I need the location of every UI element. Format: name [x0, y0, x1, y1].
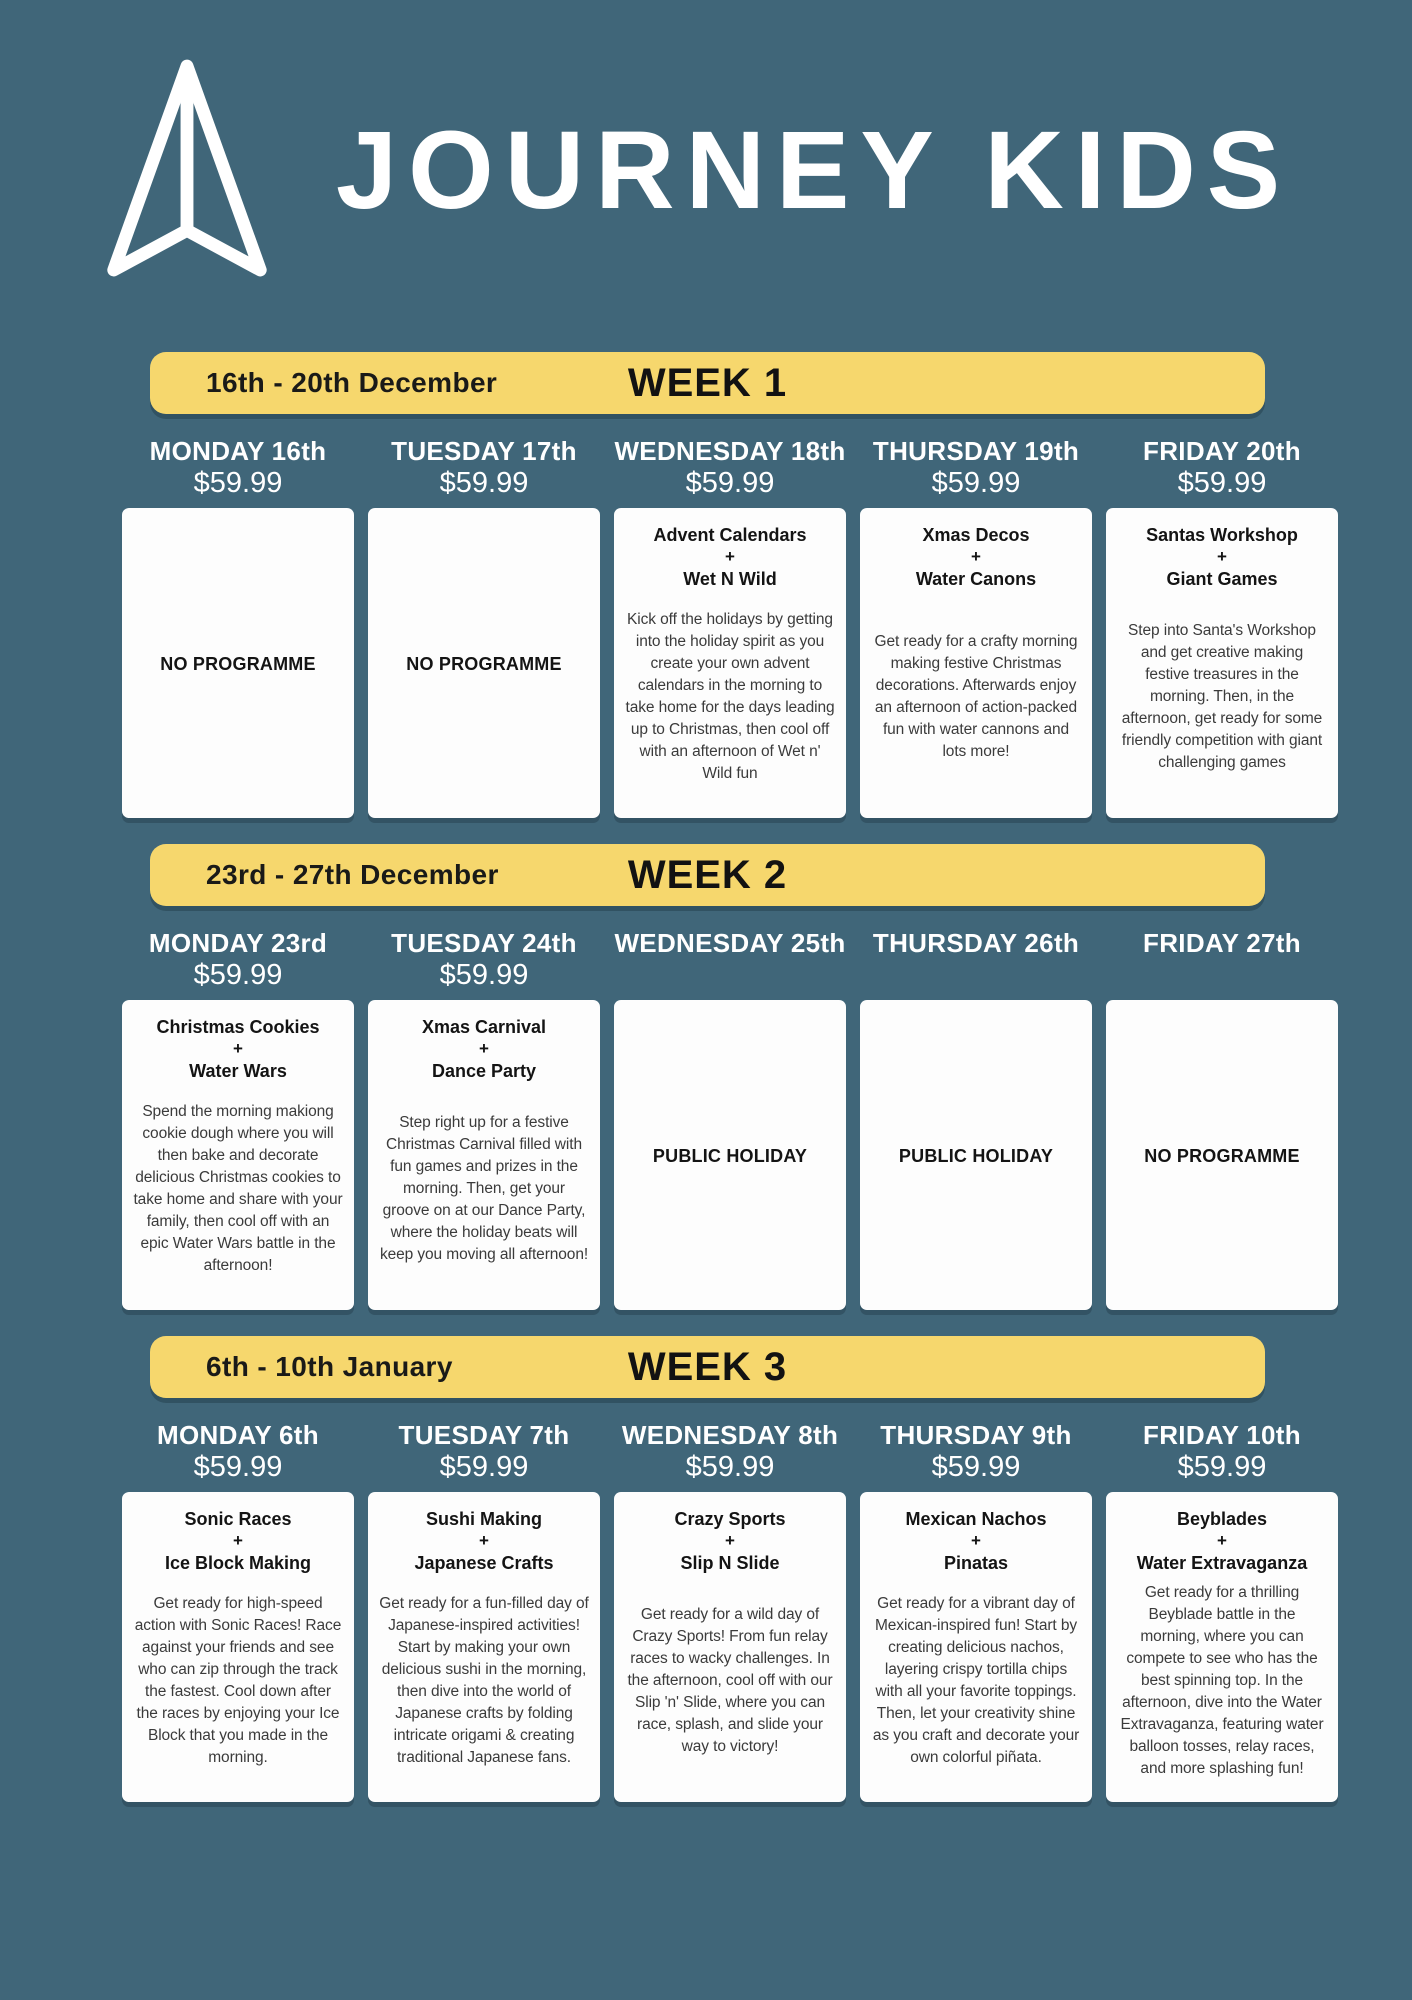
activity-afternoon: Japanese Crafts — [414, 1553, 554, 1573]
plus-sign: + — [1217, 1531, 1227, 1550]
day-name: WEDNESDAY 25th — [614, 928, 846, 958]
activity-description: Get ready for a vibrant day of Mexican-inspired fun! Start by creating delicious nachos, layering crispy tortilla chips with all your favorite toppings. Then, let your creativity shine as you craft and decorate your own colorful piñata. — [872, 1595, 1080, 1766]
day-price: $59.99 — [193, 1451, 283, 1483]
day-card — [122, 1000, 354, 1310]
activity-morning: Santas Workshop — [1146, 525, 1298, 545]
day-column-friday — [1106, 1420, 1338, 1802]
day-name: TUESDAY 7th — [398, 1420, 570, 1450]
day-price: $59.99 — [1177, 1451, 1267, 1483]
activity-afternoon: Giant Games — [1166, 569, 1278, 589]
day-price: $59.99 — [439, 1451, 529, 1483]
activity-titles — [625, 1508, 835, 1574]
day-column-thursday — [860, 1420, 1092, 1802]
day-card — [860, 508, 1092, 818]
day-name: MONDAY 6th — [157, 1420, 319, 1450]
day-name: FRIDAY 20th — [1143, 436, 1301, 466]
activity-description-wrap — [871, 1574, 1081, 1788]
activity-description-wrap — [625, 1574, 835, 1788]
activity-description-wrap — [133, 1574, 343, 1788]
brand-wordmark: JOURNEY KIDS — [336, 109, 1292, 232]
activity-morning: Xmas Decos — [922, 525, 1030, 545]
day-column-monday — [122, 1420, 354, 1802]
day-card — [860, 1492, 1092, 1802]
activity-afternoon: Ice Block Making — [164, 1553, 312, 1573]
day-name: MONDAY 16th — [149, 436, 327, 466]
activity-description: Step right up for a festive Christmas Carnival filled with fun games and prizes in the morning. Then, get your groove on at our Dance Party, where the holiday beats will keep you moving all afternoon! — [379, 1114, 589, 1263]
activity-description-wrap — [379, 1574, 589, 1788]
plus-sign: + — [233, 1039, 243, 1058]
notice-label: NO PROGRAMME — [406, 653, 562, 674]
day-card — [1106, 508, 1338, 818]
activity-morning: Mexican Nachos — [905, 1509, 1047, 1529]
notice-label: PUBLIC HOLIDAY — [898, 1145, 1054, 1166]
plus-sign: + — [479, 1531, 489, 1550]
week-label: WEEK 3 — [627, 1344, 788, 1389]
day-column-tuesday — [368, 1420, 600, 1802]
activity-description: Get ready for high-speed action with Sonic Races! Race against your friends and see who can zip through the track the fastest. Cool down after the races by enjoying your Ice Block that you made in the morning. — [134, 1595, 342, 1766]
activity-morning: Xmas Carnival — [421, 1017, 547, 1037]
day-name: WEDNESDAY 8th — [621, 1420, 839, 1450]
activity-description: Get ready for a fun-filled day of Japanese-inspired activities! Start by making your own delicious sushi in the morning, then dive into the world of Japanese crafts by folding intricate origami & creating traditional Japanese fans. — [379, 1595, 589, 1766]
week-3-section — [0, 1336, 1412, 1802]
activity-afternoon: Wet N Wild — [683, 569, 777, 589]
day-price: $59.99 — [439, 467, 529, 499]
day-card — [614, 1000, 846, 1310]
day-name: TUESDAY 17th — [391, 436, 577, 466]
activity-description-wrap — [133, 1082, 343, 1296]
day-name: FRIDAY 27th — [1143, 928, 1301, 958]
week-date-range: 6th - 10th January — [206, 1351, 453, 1382]
day-price: $59.99 — [193, 959, 283, 991]
activity-titles — [379, 1016, 589, 1082]
day-price: $59.99 — [193, 467, 283, 499]
activity-afternoon: Water Canons — [915, 569, 1037, 589]
activity-description-wrap — [871, 590, 1081, 804]
activity-titles — [133, 1016, 343, 1082]
activity-titles — [379, 1508, 589, 1574]
day-price: $59.99 — [685, 467, 775, 499]
day-column-thursday — [860, 436, 1092, 818]
day-column-friday — [1106, 928, 1338, 1310]
day-name: FRIDAY 10th — [1143, 1420, 1301, 1450]
activity-description-wrap — [625, 590, 835, 804]
week-date-range: 23rd - 27th December — [206, 859, 499, 890]
activity-afternoon: Water Wars — [189, 1061, 287, 1081]
day-price: $59.99 — [439, 959, 529, 991]
activity-morning: Sushi Making — [425, 1509, 542, 1529]
activity-titles — [1117, 1508, 1327, 1574]
activity-afternoon: Pinatas — [943, 1553, 1009, 1573]
day-card — [860, 1000, 1092, 1310]
day-card — [122, 1492, 354, 1802]
activity-description: Get ready for a wild day of Crazy Sports! From fun relay races to wacky challenges. In the afternoon, cool off with our Slip 'n' Slide, where you can race, splash, and slide your way to victory! — [627, 1606, 833, 1755]
activity-description: Kick off the holidays by getting into the holiday spirit as you create your own advent calendars in the morning to take home for the days leading up to Christmas, then cool off with an afternoon of Wet n' Wild fun — [625, 611, 835, 782]
day-price — [1106, 958, 1338, 992]
activity-afternoon: Slip N Slide — [680, 1553, 780, 1573]
day-column-monday — [122, 928, 354, 1310]
day-name: TUESDAY 24th — [391, 928, 577, 958]
day-column-wednesday — [614, 928, 846, 1310]
activity-titles — [1117, 524, 1327, 590]
day-column-wednesday — [614, 436, 846, 818]
activity-morning: Sonic Races — [184, 1509, 292, 1529]
notice-label: PUBLIC HOLIDAY — [652, 1145, 808, 1166]
day-name: THURSDAY 19th — [872, 436, 1080, 466]
paper-plane-icon — [88, 56, 286, 286]
activity-description: Get ready for a thrilling Beyblade battle in the morning, where you can compete to see who has the best spinning top. In the afternoon, dive into the Water Extravaganza, featuring water balloon tosses, relay races, and more splashing fun! — [1120, 1584, 1324, 1777]
activity-morning: Beyblades — [1176, 1509, 1268, 1529]
day-price: $59.99 — [1177, 467, 1267, 499]
day-price: $59.99 — [931, 1451, 1021, 1483]
activity-titles — [871, 524, 1081, 590]
day-card — [368, 1492, 600, 1802]
activity-description-wrap — [379, 1082, 589, 1296]
plus-sign: + — [233, 1531, 243, 1550]
day-column-tuesday — [368, 928, 600, 1310]
day-name: WEDNESDAY 18th — [614, 436, 846, 466]
activity-titles — [133, 1508, 343, 1574]
week-grid — [122, 928, 1338, 1310]
week-banner — [150, 352, 1265, 414]
day-price: $59.99 — [931, 467, 1021, 499]
plus-sign: + — [479, 1039, 489, 1058]
day-column-thursday — [860, 928, 1092, 1310]
week-banner — [150, 844, 1265, 906]
week-date-range: 16th - 20th December — [206, 367, 498, 398]
week-1-section — [0, 352, 1412, 818]
week-grid — [122, 436, 1338, 818]
schedule — [0, 352, 1412, 1802]
day-card — [614, 508, 846, 818]
day-column-tuesday — [368, 436, 600, 818]
week-banner — [150, 1336, 1265, 1398]
activity-description: Get ready for a crafty morning making festive Christmas decorations. Afterwards enjoy an afternoon of action-packed fun with water cannons and lots more! — [874, 633, 1078, 760]
activity-afternoon: Dance Party — [431, 1061, 537, 1081]
week-label: WEEK 2 — [627, 852, 788, 897]
activity-titles — [625, 524, 835, 590]
activity-morning: Crazy Sports — [674, 1509, 786, 1529]
week-grid — [122, 1420, 1338, 1802]
day-price: $59.99 — [685, 1451, 775, 1483]
day-column-friday — [1106, 436, 1338, 818]
week-label: WEEK 1 — [627, 360, 788, 405]
day-card — [1106, 1492, 1338, 1802]
day-name: THURSDAY 9th — [880, 1420, 1072, 1450]
activity-description-wrap — [1117, 590, 1327, 804]
activity-description: Step into Santa's Workshop and get creative making festive treasures in the morning. Then, in the afternoon, get ready for some friendly competition with giant challenging games — [1121, 622, 1323, 771]
activity-afternoon: Water Extravaganza — [1136, 1553, 1308, 1573]
plus-sign: + — [725, 1531, 735, 1550]
notice-label: NO PROGRAMME — [1144, 1145, 1300, 1166]
activity-morning: Christmas Cookies — [156, 1017, 320, 1037]
day-price — [614, 958, 846, 992]
day-card — [614, 1492, 846, 1802]
day-card — [368, 1000, 600, 1310]
day-name: THURSDAY 26th — [872, 928, 1080, 958]
header — [0, 0, 1412, 290]
day-price — [860, 958, 1092, 992]
plus-sign: + — [725, 547, 735, 566]
plus-sign: + — [1217, 547, 1227, 566]
day-name: MONDAY 23rd — [148, 928, 328, 958]
activity-titles — [871, 1508, 1081, 1574]
plus-sign: + — [971, 547, 981, 566]
plus-sign: + — [971, 1531, 981, 1550]
activity-description: Spend the morning makiong cookie dough where you will then bake and decorate delicious Christmas cookies to take home and share with your family, then cool off with an epic Water Wars battle in the afternoon! — [133, 1103, 343, 1274]
day-column-wednesday — [614, 1420, 846, 1802]
day-card — [122, 508, 354, 818]
activity-morning: Advent Calendars — [653, 525, 807, 545]
week-2-section — [0, 844, 1412, 1310]
day-card — [368, 508, 600, 818]
day-card — [1106, 1000, 1338, 1310]
notice-label: NO PROGRAMME — [160, 653, 316, 674]
day-column-monday — [122, 436, 354, 818]
activity-description-wrap — [1117, 1574, 1327, 1788]
